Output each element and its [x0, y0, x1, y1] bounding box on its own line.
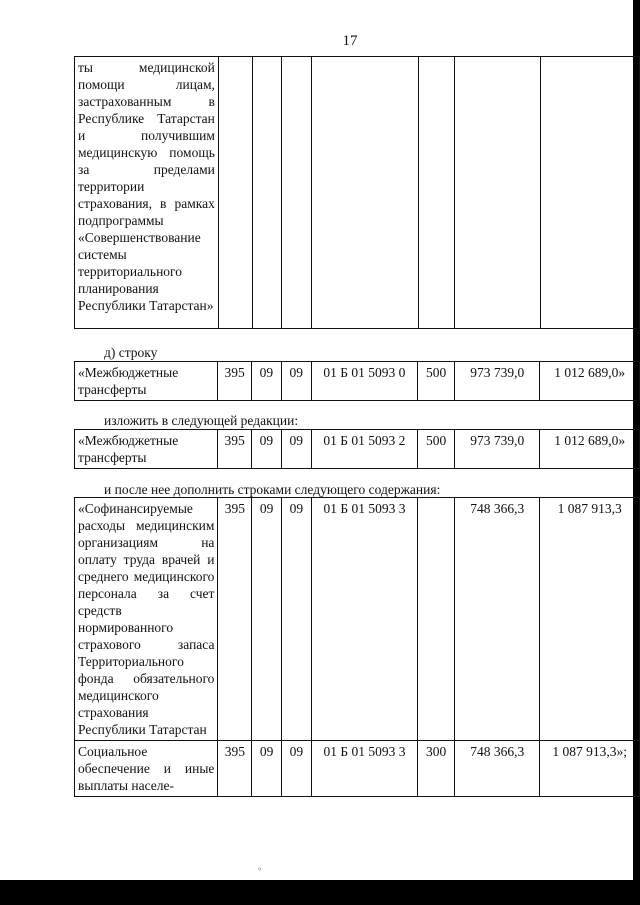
cell-subsection: 09 [282, 741, 312, 797]
cell-empty [312, 57, 418, 329]
page-number: 17 [342, 33, 358, 49]
instruction-line: изложить в следующей редакции: [104, 413, 299, 428]
cell-subsection: 09 [281, 362, 311, 401]
cell-type [418, 498, 455, 741]
cell-section: 09 [252, 498, 282, 741]
cell-sum-1: 973 739,0 [454, 430, 539, 469]
cell-empty [282, 57, 312, 329]
row-name: ты медицинской помощи лицам, застрахованным в Республике Татарстан и получившим медицинскую помощь за пределами территории страхования, в рамках подпрограммы «Совершенствование системы территориального планирования Республики Татарстан» [75, 57, 219, 329]
cell-empty [218, 57, 252, 329]
row-name: «Софинансируемые расходы медицинским организациям на оплату труда врачей и среднего медицинского персонала за счет средств нормированного страхового запаса Территориального фонда обязательного медицинского страхования Республики Татарстан [75, 498, 218, 741]
instruction-line: д) строку [104, 345, 158, 360]
cell-sum-1: 748 366,3 [455, 498, 540, 741]
cell-sum-2: 1 012 689,0» [540, 430, 640, 469]
row-name: «Межбюджетные трансферты [75, 430, 218, 469]
cell-section: 09 [252, 741, 282, 797]
cell-subsection: 09 [282, 498, 312, 741]
cell-article: 01 Б 01 5093 3 [311, 741, 418, 797]
cell-ministry: 395 [218, 362, 252, 401]
table-new-row [74, 429, 640, 469]
cell-ministry: 395 [218, 741, 252, 797]
scan-mark: ° [258, 866, 262, 876]
cell-sum-2: 1 012 689,0» [540, 362, 640, 401]
table-continuation [74, 56, 640, 329]
row-name: Социальное обеспечение и иные выплаты населе- [75, 741, 218, 797]
cell-section: 09 [252, 430, 282, 469]
scan-border-bottom [0, 880, 640, 905]
cell-empty [455, 57, 540, 329]
cell-section: 09 [252, 362, 282, 401]
cell-sum-1: 748 366,3 [455, 741, 540, 797]
table-old-row [74, 361, 640, 401]
cell-sum-1: 973 739,0 [454, 362, 539, 401]
table-added-rows [74, 497, 640, 797]
cell-empty [252, 57, 282, 329]
cell-sum-2: 1 087 913,3»; [540, 741, 640, 797]
cell-empty [540, 57, 639, 329]
table-row [75, 741, 640, 797]
cell-ministry: 395 [218, 430, 252, 469]
cell-type: 300 [418, 741, 455, 797]
row-name: «Межбюджетные трансферты [75, 362, 218, 401]
cell-empty [418, 57, 455, 329]
table-row [75, 362, 640, 401]
table-row [75, 430, 640, 469]
cell-subsection: 09 [281, 430, 311, 469]
cell-sum-2: 1 087 913,3 [540, 498, 640, 741]
table-row [75, 57, 640, 329]
cell-type: 500 [418, 430, 455, 469]
cell-article: 01 Б 01 5093 0 [311, 362, 418, 401]
cell-article: 01 Б 01 5093 3 [311, 498, 418, 741]
cell-type: 500 [418, 362, 455, 401]
instruction-line: и после нее дополнить строками следующего содержания: [104, 482, 441, 497]
cell-ministry: 395 [218, 498, 252, 741]
table-row [75, 498, 640, 741]
cell-article: 01 Б 01 5093 2 [311, 430, 418, 469]
